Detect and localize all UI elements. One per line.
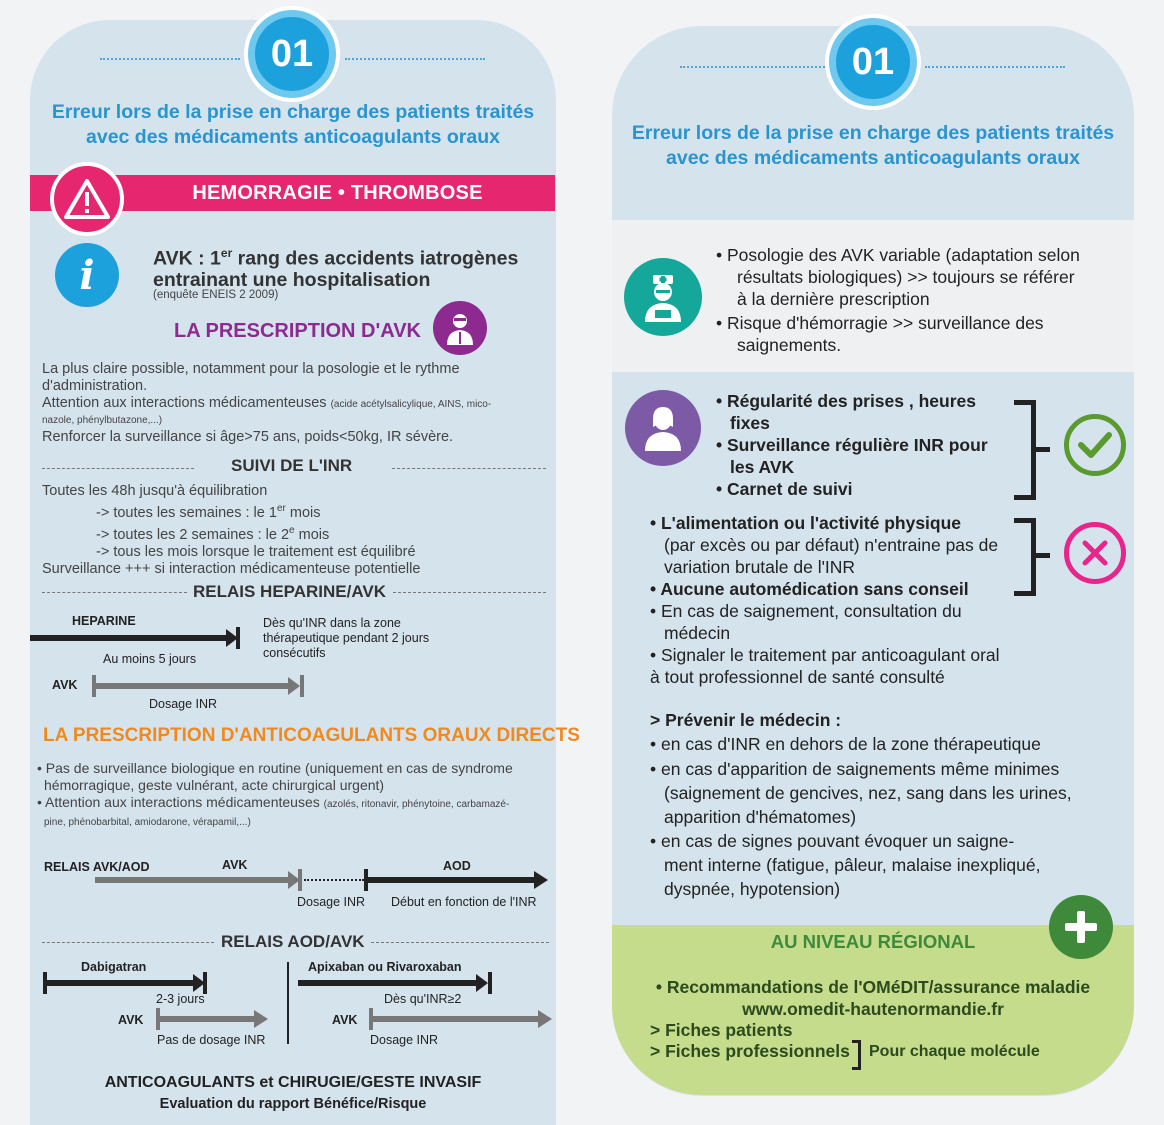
right-title-rule-left [680, 66, 825, 68]
aod-text: • Pas de surveillance biologique en routine (uniquement en cas de syndrome hémorragique, geste vulnérant, acte chirurgical urgent) • Attention aux interactions médicamenteuses (azolés, ritonavir, phénytoine, carbamazé- pine, phénobarbital, amiodarone, vérapamil,...) [37, 760, 513, 828]
fiches-patients: > Fiches patients [650, 1020, 793, 1040]
avk-label-3: AVK [118, 1013, 144, 1027]
relais-aod-rule-right [371, 942, 549, 943]
au-moins-5-jours: Au moins 5 jours [103, 652, 197, 666]
relais-avk-aod-label: RELAIS AVK/AOD [44, 860, 150, 874]
prescription-avk-title: LA PRESCRIPTION D'AVK [174, 320, 421, 342]
left-title: Erreur lors de la prise en charge des patients traités avec des médicaments anticoagulants oraux [51, 101, 535, 148]
aod-arrow [366, 877, 536, 883]
prevenir-bullets: • en cas d'INR en dehors de la zone thérapeutique • en cas d'apparition de saignements même minimes (saignement de gencives, nez, sang dans les urines, apparition d'hématomes) • en cas de signes pouvant évoquer un saigne- ment interne (fatigue, pâleur, malaise inexpliqué, dyspnée, hypotension) [650, 734, 1072, 899]
heparine-label: HEPARINE [72, 614, 136, 628]
info-icon: i [55, 243, 119, 307]
patient-icon [625, 390, 701, 466]
avk-arrow-head [288, 677, 300, 695]
not-affecting-bullets: • L'alimentation ou l'activité physique (par excès ou par défaut) n'entraine pas de variation brutale de l'INR • Aucune automédication sans conseil [650, 513, 999, 599]
des-que-inr-note: Dès qu'INR dans la zone thérapeutique pendant 2 jours consécutifs [263, 616, 430, 660]
des-qu-inr-2: Dès qu'INR≥2 [384, 992, 462, 1006]
pour-chaque-molecule: Pour chaque molécule [869, 1043, 1040, 1060]
relais-hep-rule-right [393, 592, 546, 593]
regional-title: AU NIVEAU RÉGIONAL [770, 931, 976, 952]
suivi-rule-left [42, 468, 194, 469]
heparine-stop [236, 627, 240, 649]
cross-icon [1064, 522, 1126, 584]
avk-label-4: AVK [332, 1013, 358, 1027]
cross-bracket [1014, 518, 1036, 596]
relais-heparine-title: RELAIS HEPARINE/AVK [193, 582, 387, 601]
avk3-arrow [159, 1016, 256, 1022]
fiches-bracket [852, 1040, 861, 1070]
info-bullets: • En cas de saignement, consultation du médecin • Signaler le traitement par anticoagulant oral à tout professionnel de santé consulté [650, 601, 1000, 687]
doctor-icon [433, 301, 487, 355]
bracket-tick-1 [1036, 447, 1050, 452]
patient-bullets: • Régularité des prises , heures fixes • Surveillance régulière INR pour les AVK • Carnet de suivi [716, 391, 988, 499]
relais-divider [287, 962, 289, 1044]
avk4-arrow [372, 1016, 540, 1022]
avk-label-2: AVK [222, 858, 248, 872]
avk-aod-grey-stop [298, 869, 302, 891]
avk4-arrow-head [538, 1010, 552, 1028]
right-number-badge: 01 [829, 18, 917, 106]
avk-arrow [95, 683, 290, 689]
dabigatran-label: Dabigatran [81, 960, 147, 974]
suivi-rule-right [392, 468, 546, 469]
aod-label: AOD [443, 859, 471, 873]
evaluation-line: Evaluation du rapport Bénéfice/Risque [159, 1096, 427, 1112]
dabigatran-stop [203, 972, 207, 994]
apixaban-stop [488, 972, 492, 994]
relais-hep-rule-left [42, 592, 187, 593]
recommandations: • Recommandations de l'OMéDIT/assurance maladie www.omedit-hautenormandie.fr [655, 977, 1091, 1019]
avk3-arrow-head [254, 1010, 268, 1028]
pas-de-dosage: Pas de dosage INR [157, 1033, 266, 1047]
dabigatran-arrow [46, 980, 196, 986]
avk-headline: AVK : 1er rang des accidents iatrogènes entrainant une hospitalisation [153, 246, 519, 291]
dosage-inr-label-3: Dosage INR [370, 1033, 439, 1047]
warning-icon [50, 162, 124, 236]
left-number-badge: 01 [248, 10, 336, 98]
chirurgie-title: ANTICOAGULANTS et CHIRUGIE/GESTE INVASIF [104, 1074, 482, 1091]
dosage-inr-label: Dosage INR [149, 697, 218, 711]
check-icon [1064, 414, 1126, 476]
apixaban-arrow [298, 980, 478, 986]
apixaban-arrow-head [476, 974, 488, 992]
heparine-arrow [30, 635, 230, 641]
avk-aod-dotted [304, 879, 364, 881]
aod-arrow-head [534, 871, 548, 889]
debut-fonction-inr: Début en fonction de l'INR [391, 895, 537, 909]
right-title: Erreur lors de la prise en charge des patients traités avec des médicaments anticoagulants oraux [631, 122, 1115, 169]
prevenir-title: > Prévenir le médecin : [650, 710, 842, 730]
left-title-rule-right [345, 58, 485, 60]
apixaban-label: Apixaban ou Rivaroxaban [308, 960, 462, 974]
avk-paragraph: La plus claire possible, notamment pour la posologie et le rythme d'administration. Attention aux interactions médicamenteuses (acide acétylsalicylique, AINS, mico- nazole, phénylbutazone,...) Renforcer la surveillance si âge>75 ans, poids<50kg, IR sévère. [42, 361, 492, 445]
hemorragie-banner: HEMORRAGIE • THROMBOSE [30, 175, 555, 211]
right-title-rule-right [925, 66, 1065, 68]
avk-label: AVK [52, 678, 78, 692]
dosage-inr-label-2: Dosage INR [297, 895, 366, 909]
deux-trois-jours: 2-3 jours [156, 992, 205, 1006]
left-title-rule-left [100, 58, 240, 60]
aod-title: LA PRESCRIPTION D'ANTICOAGULANTS ORAUX DIRECTS [43, 725, 580, 746]
doctor-bullets: • Posologie des AVK variable (adaptation selon résultats biologiques) >> toujours se référer à la dernière prescription • Risque d'hémorragie >> surveillance des saignements. [716, 245, 1080, 355]
check-bracket [1014, 400, 1036, 500]
avk-stop [300, 675, 304, 697]
avk-source: (enquête ENEIS 2 2009) [153, 289, 279, 301]
suivi-inr-text: Toutes les 48h jusqu'à équilibration -> toutes les semaines : le 1er mois -> toutes les 2 semaines : le 2e mois -> tous les mois lorsque le traitement est équilibré Surveillance +++ si interaction médicamenteuse potentielle [42, 483, 421, 577]
suivi-inr-title: SUIVI DE L'INR [231, 456, 353, 475]
avk-aod-grey-arrow [95, 877, 290, 883]
bracket-tick-2 [1036, 553, 1050, 558]
relais-aod-rule-left [42, 942, 214, 943]
relais-aod-avk-title: RELAIS AOD/AVK [221, 932, 365, 951]
fiches-professionnels: > Fiches professionnels [650, 1041, 850, 1061]
nurse-icon [624, 258, 702, 336]
